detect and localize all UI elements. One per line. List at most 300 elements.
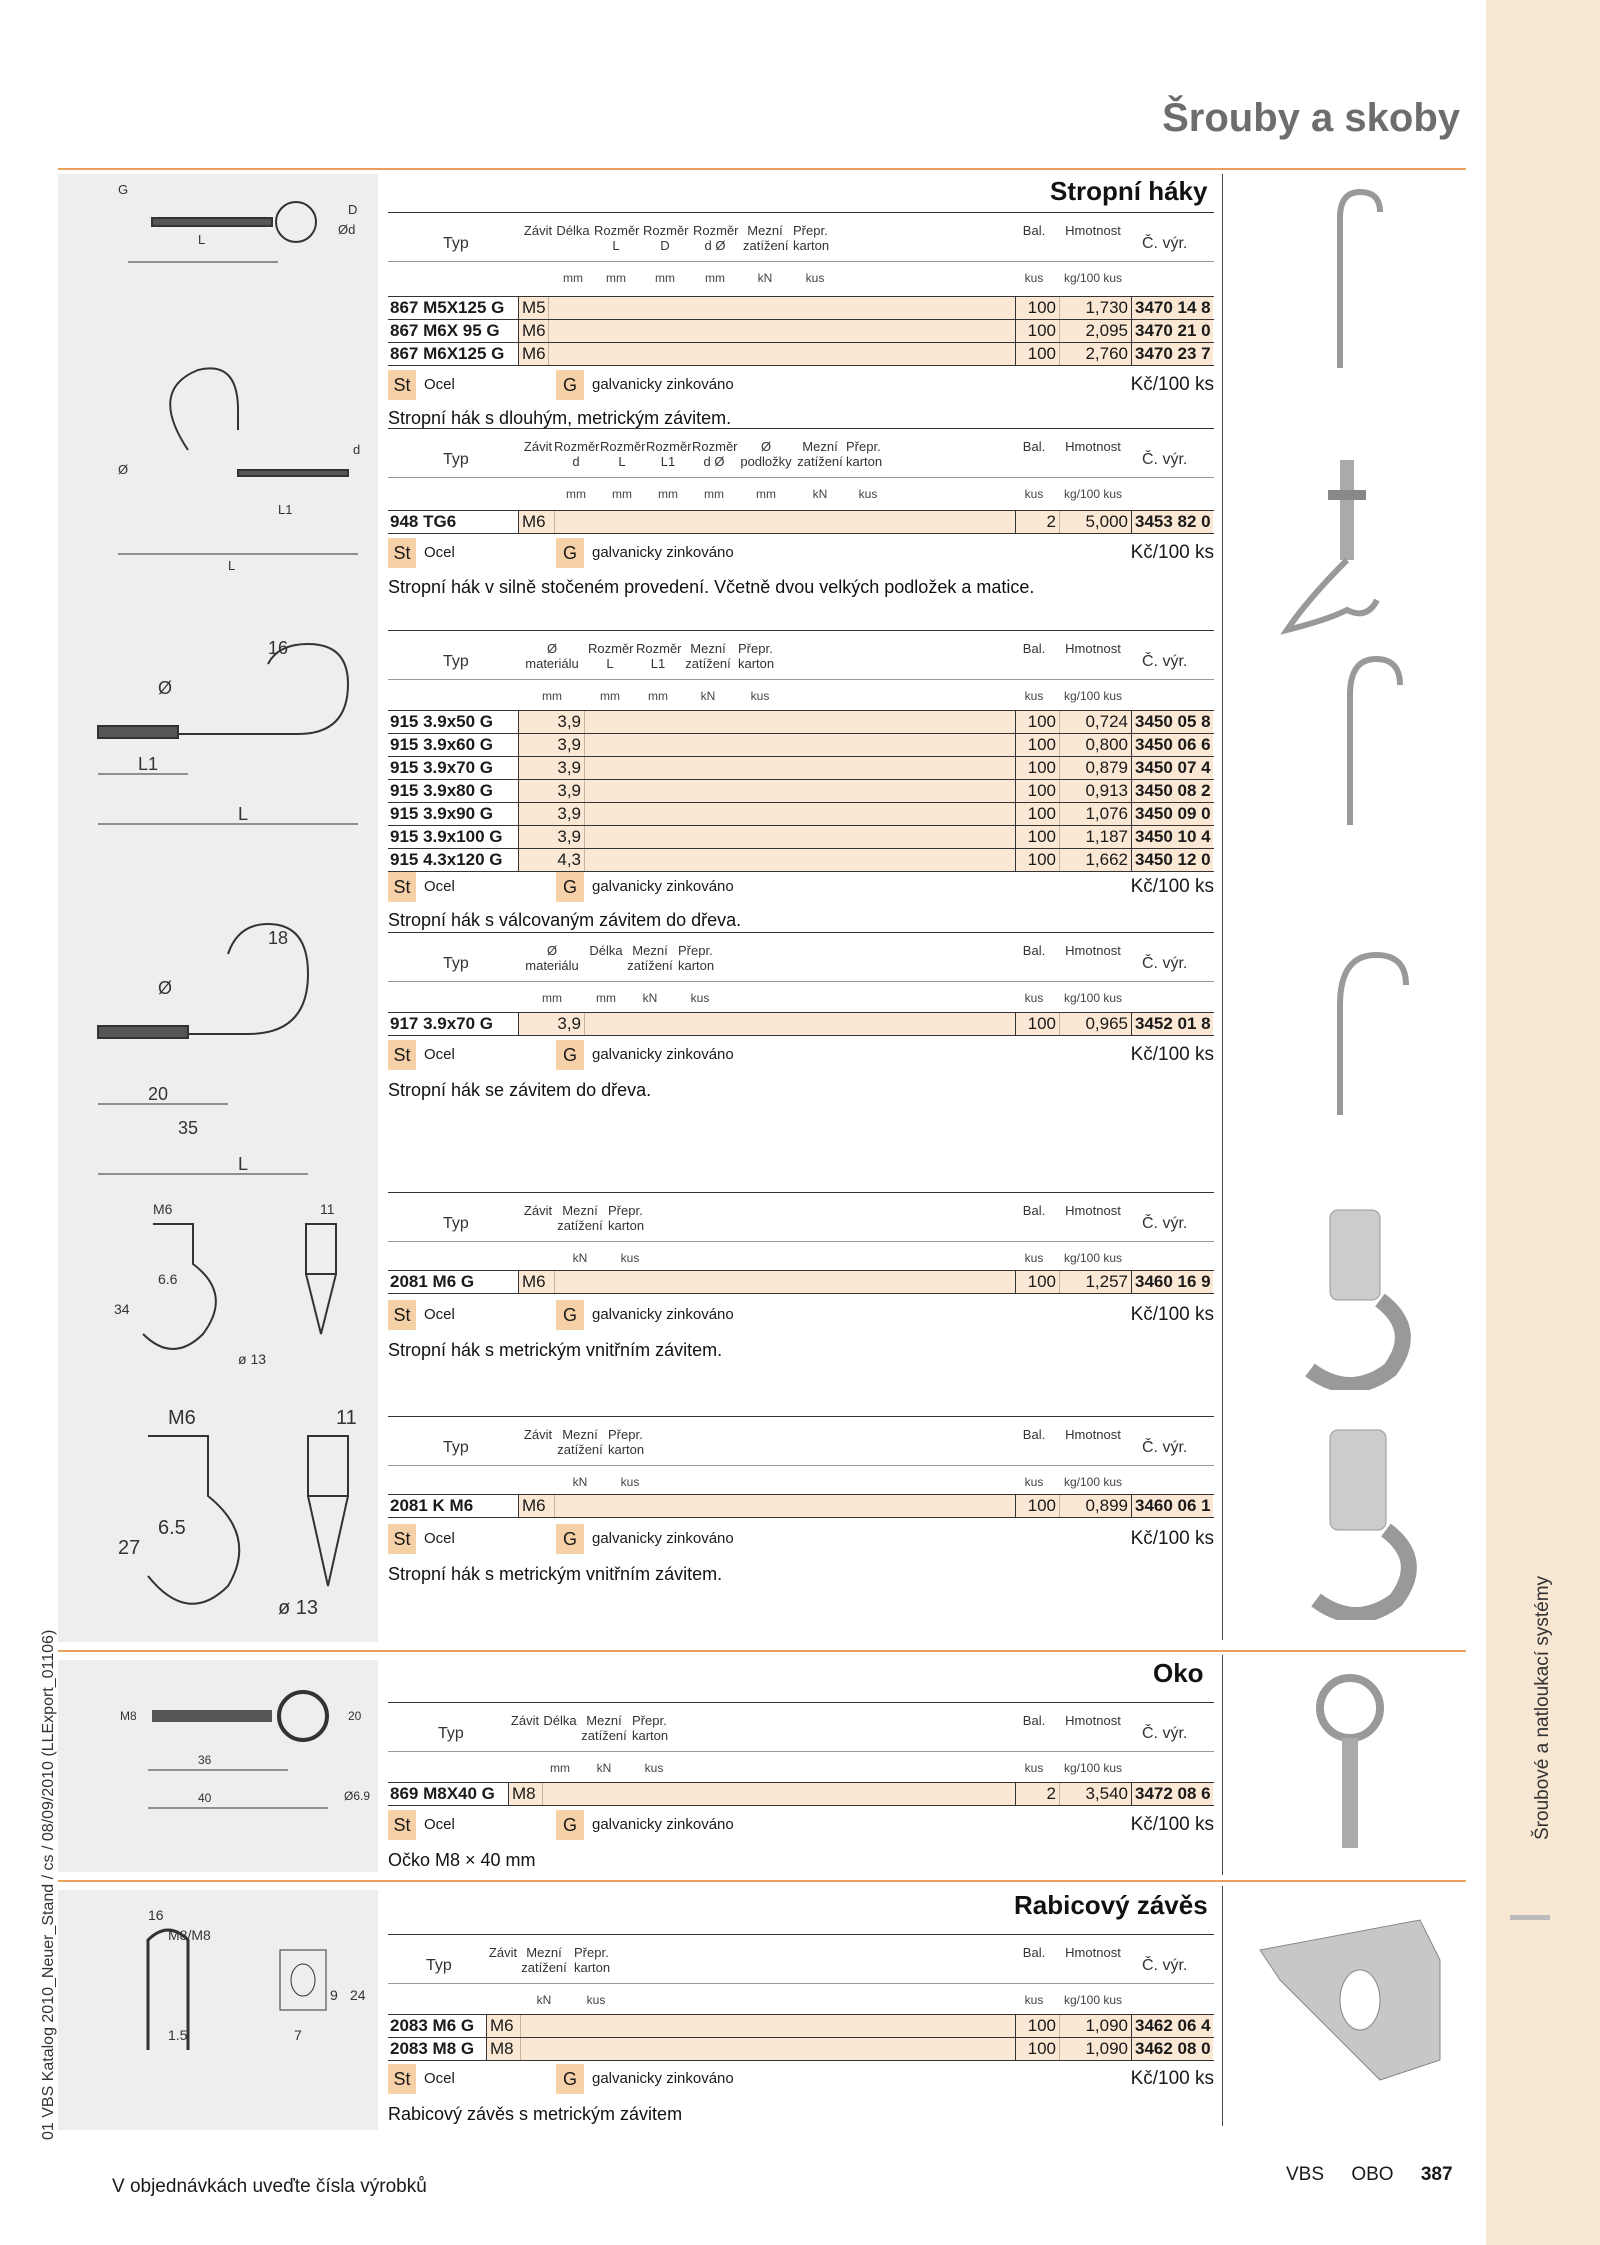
unit: kus <box>750 689 770 703</box>
cell: 3,9 <box>519 757 585 779</box>
unit: mm <box>756 487 776 501</box>
col-header: Ø materiálu <box>525 641 579 671</box>
dim-label: Ø6.9 <box>344 1789 371 1803</box>
product-description: Stropní hák s dlouhým, metrickým závitem. <box>388 408 732 428</box>
cell: M6 <box>519 343 549 365</box>
cell-bal: 2 <box>1015 1783 1059 1805</box>
col-header: Mezní zatížení <box>627 943 673 973</box>
finish-code: G <box>556 538 584 568</box>
section-rule-oko <box>58 1650 1466 1652</box>
cell-weight: 1,257 <box>1059 1271 1131 1293</box>
col-header: Rozměr d Ø <box>693 223 739 253</box>
unit: mm <box>648 689 668 703</box>
table-rows <box>388 510 1214 534</box>
col-header: Přepr. karton <box>632 1713 669 1743</box>
col-header-bal: Bal. <box>1022 223 1046 238</box>
dim-label: Ød <box>338 222 356 237</box>
drawings-svg <box>58 174 378 1642</box>
cell-ref: 3450 06 6 <box>1131 734 1213 756</box>
dim-label: D <box>348 202 358 217</box>
finish-code: G <box>556 872 584 902</box>
unit: kN <box>812 487 828 501</box>
col-header-ref: Č. výr. <box>1142 1439 1188 1456</box>
dim-label: L <box>238 804 249 824</box>
col-header-bal: Bal. <box>1022 439 1046 454</box>
dim-label: M8/M8 <box>168 1927 211 1943</box>
col-header: Přepr. karton <box>738 641 775 671</box>
cell-type: 867 M6X125 G <box>388 343 519 365</box>
col-header: Délka <box>556 223 590 238</box>
cell: 3,9 <box>519 711 585 733</box>
footer-brand-vbs: VBS <box>1286 2164 1325 2185</box>
dim-label: G <box>118 182 129 197</box>
col-header: Rozměr D <box>643 223 689 253</box>
unit: kg/100 kus <box>1063 271 1123 285</box>
col-header-ref: Č. výr. <box>1142 451 1188 468</box>
cell-type: 2083 M8 G <box>388 2038 487 2060</box>
col-header-typ: Typ <box>443 451 469 468</box>
col-header-bal: Bal. <box>1022 1427 1046 1442</box>
cell-ref: 3460 06 1 <box>1131 1495 1213 1517</box>
page-title: Šrouby a skoby <box>1162 96 1460 140</box>
col-header: Přepr. karton <box>846 439 883 469</box>
title-rule <box>58 168 1466 170</box>
side-marker <box>1510 1915 1550 1920</box>
cell-bal: 100 <box>1015 757 1059 779</box>
table-row <box>388 2014 1214 2037</box>
cell-bal: 2 <box>1015 511 1059 533</box>
table-rows <box>388 710 1214 872</box>
col-header-bal: Bal. <box>1022 1203 1046 1218</box>
col-header-typ: Typ <box>443 653 469 670</box>
cell-weight: 0,913 <box>1059 780 1131 802</box>
product-photo-2081k <box>1240 1420 1460 1620</box>
col-header: Mezní zatížení <box>797 439 843 469</box>
side-band <box>1486 0 1600 2245</box>
product-description: Stropní hák s válcovaným závitem do dřeva. <box>388 910 742 930</box>
cell-bal: 100 <box>1015 297 1059 319</box>
table-row <box>388 802 1214 825</box>
cell-weight: 0,724 <box>1059 711 1131 733</box>
cell: M8 <box>509 1783 543 1805</box>
page-number: 387 <box>1420 2164 1453 2185</box>
unit: kus <box>620 1251 640 1265</box>
finish-label: galvanicky zinkováno <box>592 1816 734 1833</box>
unit: kg/100 kus <box>1063 487 1123 501</box>
product-description: Rabicový závěs s metrickým závitem <box>388 2104 683 2124</box>
col-header: Mezní zatížení <box>521 1945 567 1975</box>
col-header-bal: Bal. <box>1022 943 1046 958</box>
product-photo-867 <box>1240 178 1460 378</box>
unit: kus <box>1024 1475 1044 1489</box>
section-heading-stropni: Stropní háky <box>1050 176 1208 206</box>
unit: mm <box>658 487 678 501</box>
dim-label: 11 <box>320 1201 335 1217</box>
cell-bal: 100 <box>1015 343 1059 365</box>
col-header: Rozměr L <box>594 223 640 253</box>
cell-ref: 3453 82 0 <box>1131 511 1213 533</box>
dim-label: 16 <box>268 638 289 658</box>
cell-weight: 1,187 <box>1059 826 1131 848</box>
material-code: St <box>388 1300 416 1330</box>
dim-label: ø 13 <box>278 1597 319 1619</box>
unit: kg/100 kus <box>1063 1761 1123 1775</box>
product-photo-917 <box>1240 930 1460 1120</box>
unit: kus <box>805 271 825 285</box>
cell-bal: 100 <box>1015 711 1059 733</box>
dim-label: 40 <box>198 1791 212 1805</box>
cell-bal: 100 <box>1015 2038 1059 2060</box>
finish-label: galvanicky zinkováno <box>592 2070 734 2087</box>
unit: mm <box>704 487 724 501</box>
dim-label: 24 <box>350 1987 366 2003</box>
dim-label: 20 <box>348 1709 362 1723</box>
cell-type: 917 3.9x70 G <box>388 1013 519 1035</box>
table-row <box>388 2037 1214 2061</box>
material-code: St <box>388 872 416 902</box>
material-label: Ocel <box>424 1530 455 1547</box>
price-unit: Kč/100 ks <box>1130 2068 1214 2089</box>
unit: mm <box>600 689 620 703</box>
material-line <box>388 538 1214 568</box>
unit: kus <box>586 1993 606 2007</box>
cell-weight: 3,540 <box>1059 1783 1131 1805</box>
unit: kg/100 kus <box>1063 1251 1123 1265</box>
col-header-typ: Typ <box>438 1725 464 1742</box>
col-header: Přepr. karton <box>608 1427 645 1457</box>
unit: kus <box>1024 1761 1044 1775</box>
col-header-typ: Typ <box>443 1439 469 1456</box>
dim-label: 18 <box>268 928 289 948</box>
col-header-typ: Typ <box>426 1957 452 1974</box>
table-row <box>388 342 1214 366</box>
cell: 3,9 <box>519 803 585 825</box>
product-description: Očko M8 × 40 mm <box>388 1850 536 1870</box>
cell-ref: 3450 12 0 <box>1131 849 1213 871</box>
material-code: St <box>388 2064 416 2094</box>
table-row <box>388 710 1214 733</box>
material-code: St <box>388 1810 416 1840</box>
product-description: Stropní hák s metrickým vnitřním závitem. <box>388 1564 723 1584</box>
table-row <box>388 848 1214 872</box>
column-divider <box>1222 174 1223 1640</box>
dim-label: Ø <box>118 462 129 477</box>
section-rule-rabicovy <box>58 1880 1466 1882</box>
dim-label: L1 <box>138 754 159 774</box>
cell-bal: 100 <box>1015 803 1059 825</box>
col-header-typ: Typ <box>443 235 469 252</box>
unit: mm <box>542 689 562 703</box>
finish-label: galvanicky zinkováno <box>592 1046 734 1063</box>
finish-code: G <box>556 1810 584 1840</box>
cell-type: 2081 K M6 <box>388 1495 519 1517</box>
product-photo-2083 <box>1240 1900 1460 2100</box>
col-header: Rozměr L <box>588 641 634 671</box>
price-unit: Kč/100 ks <box>1130 1528 1214 1549</box>
unit: kus <box>1024 991 1044 1005</box>
table-row <box>388 510 1214 534</box>
section-heading-oko: Oko <box>1153 1658 1204 1688</box>
material-code: St <box>388 538 416 568</box>
table-row <box>388 779 1214 802</box>
unit: kN <box>572 1251 588 1265</box>
cell-weight: 0,800 <box>1059 734 1131 756</box>
column-divider-oko <box>1222 1655 1223 1875</box>
price-unit: Kč/100 ks <box>1130 1814 1214 1835</box>
unit: kN <box>642 991 658 1005</box>
cell-type: 915 3.9x50 G <box>388 711 519 733</box>
material-line <box>388 1810 1214 1840</box>
technical-drawing-panel <box>58 174 378 1642</box>
col-header-bal: Bal. <box>1022 1713 1046 1728</box>
cell: M6 <box>519 1271 555 1293</box>
cell-type: 2083 M6 G <box>388 2015 487 2037</box>
product-description: Stropní hák se závitem do dřeva. <box>388 1080 652 1100</box>
col-header: Rozměr L <box>600 439 646 469</box>
material-label: Ocel <box>424 1046 455 1063</box>
col-header: Závit <box>488 1945 518 1960</box>
cell-weight: 1,090 <box>1059 2015 1131 2037</box>
unit: mm <box>606 271 626 285</box>
col-header: Mezní zatížení <box>743 223 789 253</box>
material-label: Ocel <box>424 1816 455 1833</box>
cell: M5 <box>519 297 549 319</box>
dim-label: 35 <box>178 1118 199 1138</box>
col-header-hmotnost: Hmotnost <box>1065 1427 1121 1442</box>
col-header: Mezní zatížení <box>557 1427 603 1457</box>
col-header-hmotnost: Hmotnost <box>1065 1713 1121 1728</box>
dim-label: M6 <box>168 1407 196 1429</box>
unit: kN <box>596 1761 612 1775</box>
unit: mm <box>563 271 583 285</box>
cell-type: 915 3.9x90 G <box>388 803 519 825</box>
cell-ref: 3452 01 8 <box>1131 1013 1213 1035</box>
material-label: Ocel <box>424 878 455 895</box>
cell-type: 915 3.9x70 G <box>388 757 519 779</box>
dim-label: M8 <box>120 1709 137 1723</box>
cell-bal: 100 <box>1015 1013 1059 1035</box>
material-code: St <box>388 1040 416 1070</box>
col-header: Přepr. karton <box>678 943 715 973</box>
price-unit: Kč/100 ks <box>1130 1304 1214 1325</box>
dim-label: L <box>238 1154 249 1174</box>
cell-weight: 2,095 <box>1059 320 1131 342</box>
section-heading-rabicovy: Rabicový závěs <box>1014 1890 1208 1920</box>
table-row <box>388 733 1214 756</box>
cell-weight: 5,000 <box>1059 511 1131 533</box>
cell: M6 <box>519 320 549 342</box>
table-row <box>388 756 1214 779</box>
col-header: Mezní zatížení <box>581 1713 627 1743</box>
table-rows <box>388 1012 1214 1036</box>
cell-ref: 3472 08 6 <box>1131 1783 1213 1805</box>
table-rows <box>388 296 1214 366</box>
col-header-hmotnost: Hmotnost <box>1065 439 1121 454</box>
table-rows <box>388 2014 1214 2061</box>
cell: 3,9 <box>519 734 585 756</box>
unit: mm <box>542 991 562 1005</box>
col-header: Mezní zatížení <box>685 641 731 671</box>
technical-drawing-oko <box>58 1660 378 1872</box>
column-divider-rabicovy <box>1222 1886 1223 2126</box>
col-header-typ: Typ <box>443 1215 469 1232</box>
finish-code: G <box>556 1300 584 1330</box>
col-header: Rozměr d <box>554 439 600 469</box>
material-label: Ocel <box>424 2070 455 2087</box>
cell-ref: 3470 14 8 <box>1131 297 1213 319</box>
cell-type: 915 4.3x120 G <box>388 849 519 871</box>
table-rows <box>388 1782 1214 1806</box>
material-line <box>388 1524 1214 1554</box>
cell-bal: 100 <box>1015 849 1059 871</box>
material-label: Ocel <box>424 1306 455 1323</box>
col-header-ref: Č. výr. <box>1142 955 1188 972</box>
finish-label: galvanicky zinkováno <box>592 376 734 393</box>
unit: kus <box>1024 1251 1044 1265</box>
cell-bal: 100 <box>1015 734 1059 756</box>
cell-weight: 2,760 <box>1059 343 1131 365</box>
material-line <box>388 1040 1214 1070</box>
cell-ref: 3450 08 2 <box>1131 780 1213 802</box>
cell-type: 869 M8X40 G <box>388 1783 509 1805</box>
cell: M6 <box>519 511 555 533</box>
material-label: Ocel <box>424 376 455 393</box>
cell-weight: 0,899 <box>1059 1495 1131 1517</box>
unit: kg/100 kus <box>1063 1993 1123 2007</box>
table-rows <box>388 1494 1214 1518</box>
cell-ref: 3450 09 0 <box>1131 803 1213 825</box>
col-header: Mezní zatížení <box>557 1203 603 1233</box>
unit: kus <box>644 1761 664 1775</box>
price-unit: Kč/100 ks <box>1130 876 1214 897</box>
cell-weight: 1,076 <box>1059 803 1131 825</box>
material-line <box>388 1300 1214 1330</box>
col-header-bal: Bal. <box>1022 641 1046 656</box>
finish-label: galvanicky zinkováno <box>592 1530 734 1547</box>
finish-label: galvanicky zinkováno <box>592 878 734 895</box>
cell-type: 915 3.9x60 G <box>388 734 519 756</box>
cell-weight: 0,879 <box>1059 757 1131 779</box>
cell-weight: 1,730 <box>1059 297 1131 319</box>
cell: 3,9 <box>519 780 585 802</box>
table-row <box>388 825 1214 848</box>
col-header: Ø podložky <box>740 439 792 469</box>
unit: kus <box>1024 487 1044 501</box>
finish-code: G <box>556 370 584 400</box>
cell: 3,9 <box>519 826 585 848</box>
price-unit: Kč/100 ks <box>1130 1044 1214 1065</box>
drawing-rabicovy-svg <box>58 1890 378 2130</box>
table-row <box>388 1494 1214 1518</box>
col-header: Závit <box>523 1203 553 1218</box>
cell: 4,3 <box>519 849 585 871</box>
cell-ref: 3450 07 4 <box>1131 757 1213 779</box>
unit: kg/100 kus <box>1063 1475 1123 1489</box>
technical-drawing-rabicovy <box>58 1890 378 2130</box>
cell-bal: 100 <box>1015 320 1059 342</box>
dim-label: L1 <box>278 502 293 517</box>
product-photo-2081 <box>1240 1200 1460 1390</box>
col-header-hmotnost: Hmotnost <box>1065 641 1121 656</box>
cell-bal: 100 <box>1015 1271 1059 1293</box>
unit: kg/100 kus <box>1063 689 1123 703</box>
cell-weight: 1,090 <box>1059 2038 1131 2060</box>
col-header-hmotnost: Hmotnost <box>1065 1203 1121 1218</box>
finish-label: galvanicky zinkováno <box>592 544 734 561</box>
col-header-typ: Typ <box>443 955 469 972</box>
unit: kus <box>1024 1993 1044 2007</box>
cell-bal: 100 <box>1015 2015 1059 2037</box>
product-photo-869 <box>1240 1660 1460 1860</box>
cell: M8 <box>487 2038 521 2060</box>
col-header-ref: Č. výr. <box>1142 1215 1188 1232</box>
material-line <box>388 2064 1214 2094</box>
col-header-ref: Č. výr. <box>1142 1725 1188 1742</box>
dim-label: d <box>353 442 361 457</box>
col-header-hmotnost: Hmotnost <box>1065 943 1121 958</box>
table-rows <box>388 1270 1214 1294</box>
unit: mm <box>566 487 586 501</box>
cell-type: 915 3.9x80 G <box>388 780 519 802</box>
dim-label: 6.5 <box>158 1517 186 1539</box>
material-line <box>388 370 1214 400</box>
col-header: Přepr. karton <box>608 1203 645 1233</box>
unit: kg/100 kus <box>1063 991 1123 1005</box>
unit: kN <box>536 1993 552 2007</box>
dim-label: 11 <box>336 1407 357 1429</box>
cell-ref: 3450 10 4 <box>1131 826 1213 848</box>
dim-label: ø 13 <box>238 1351 267 1367</box>
cell-ref: 3460 16 9 <box>1131 1271 1213 1293</box>
table-row <box>388 1270 1214 1294</box>
cell-type: 948 TG6 <box>388 511 519 533</box>
cell: M6 <box>519 1495 555 1517</box>
dim-label: M6 <box>153 1201 173 1217</box>
price-unit: Kč/100 ks <box>1130 374 1214 395</box>
product-description: Stropní hák s metrickým vnitřním závitem. <box>388 1340 723 1360</box>
col-header-hmotnost: Hmotnost <box>1065 1945 1121 1960</box>
dim-label: 9 <box>330 1987 338 2003</box>
dim-label: L <box>228 558 236 573</box>
cell-weight: 1,662 <box>1059 849 1131 871</box>
dim-label: 7 <box>294 2027 302 2043</box>
material-code: St <box>388 370 416 400</box>
material-line <box>388 872 1214 902</box>
catalog-imprint: 01 VBS Katalog 2010_Neuer_Stand / cs / 08/09/2010 (LLExport_01106) <box>40 1629 57 2140</box>
table-row <box>388 1782 1214 1806</box>
cell-weight: 0,965 <box>1059 1013 1131 1035</box>
dim-label: 36 <box>198 1753 212 1767</box>
col-header: Přepr. karton <box>574 1945 611 1975</box>
dim-label: 20 <box>148 1084 169 1104</box>
dim-label: 1.5 <box>168 2027 188 2043</box>
product-photo-915 <box>1240 650 1460 830</box>
col-header: Závit <box>523 1427 553 1442</box>
dim-label: Ø <box>158 978 173 998</box>
unit: kus <box>1024 271 1044 285</box>
col-header: Rozměr L1 <box>646 439 692 469</box>
unit: kN <box>700 689 716 703</box>
footer-brand <box>1286 2164 1453 2186</box>
cell-ref: 3462 08 0 <box>1131 2038 1213 2060</box>
dim-label: 6.6 <box>158 1271 178 1287</box>
cell-ref: 3450 05 8 <box>1131 711 1213 733</box>
unit: mm <box>550 1761 570 1775</box>
unit: kus <box>1024 689 1044 703</box>
unit: mm <box>612 487 632 501</box>
unit: mm <box>705 271 725 285</box>
col-header: Rozměr L1 <box>636 641 682 671</box>
